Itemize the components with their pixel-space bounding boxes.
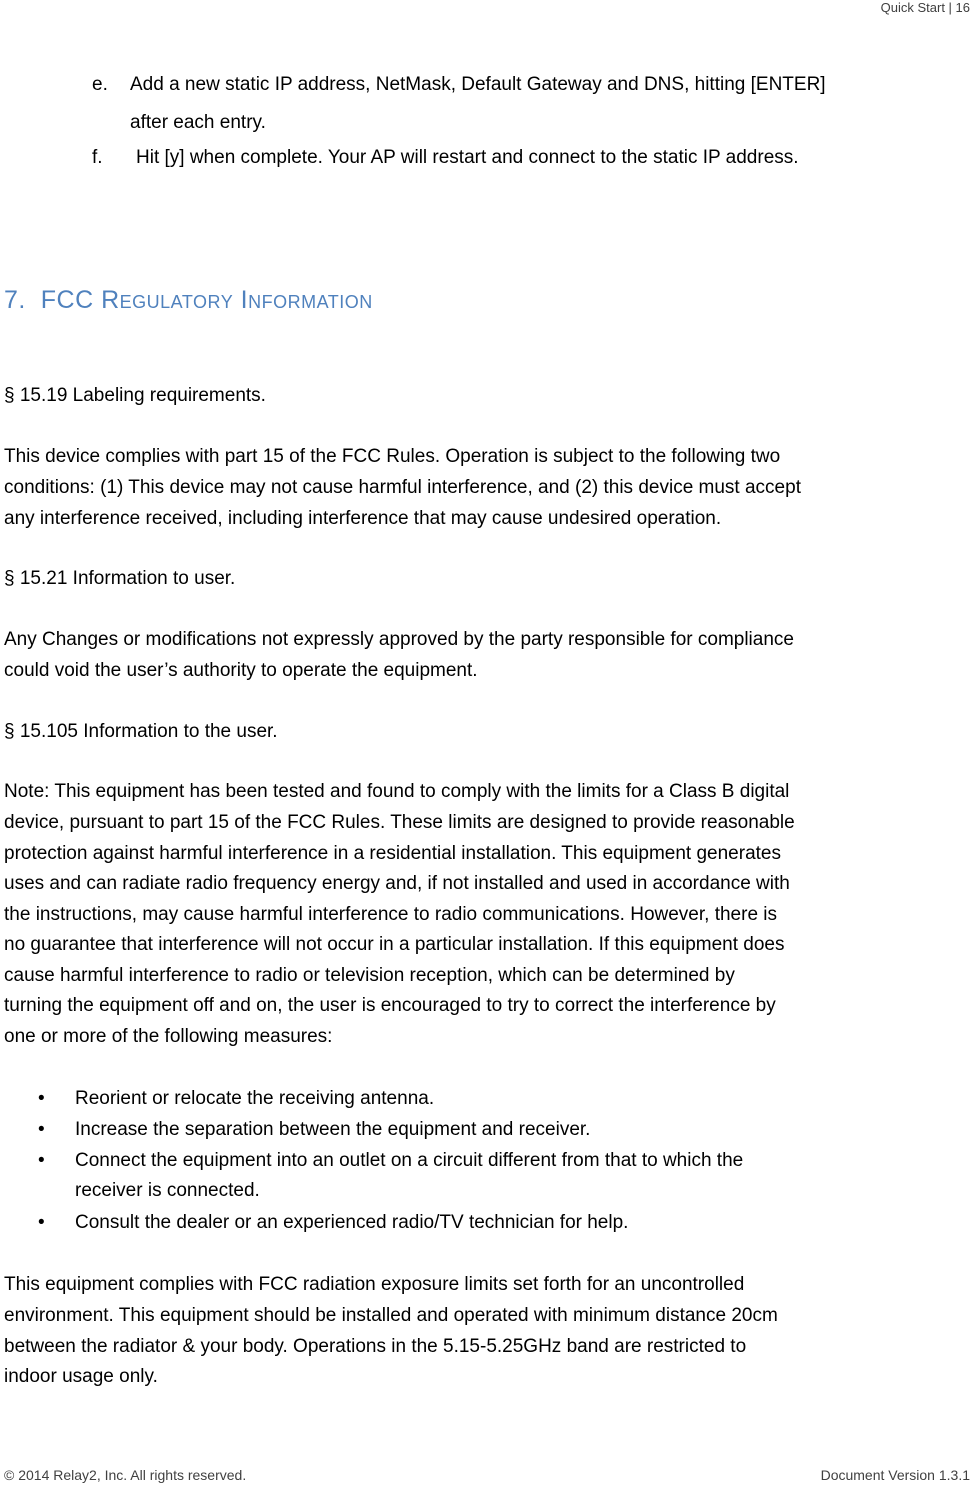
bullet-dot: • <box>38 1088 45 1109</box>
step-f-letter: f. <box>92 147 103 168</box>
p6-line-2: device, pursuant to part 15 of the FCC Rules. These limits are designed to provide reasonable <box>4 812 795 833</box>
bullet-dot: • <box>38 1150 45 1171</box>
bullet-dot: • <box>38 1119 45 1140</box>
section-title-part-4: NFORMATION <box>248 292 373 312</box>
bullet-1-line-1: Reorient or relocate the receiving antenna. <box>75 1088 435 1109</box>
closing-line-2: environment. This equipment should be installed and operated with minimum distance 20cm <box>4 1305 778 1326</box>
p6-line-5: the instructions, may cause harmful interference to radio communications. However, there is <box>4 904 778 925</box>
p2-line-2: conditions: (1) This device may not cause harmful interference, and (2) this device must accept <box>4 477 801 498</box>
p6-line-9: one or more of the following measures: <box>4 1026 333 1047</box>
p6-line-4: uses and can radiate radio frequency energy and, if not installed and used in accordance with <box>4 873 790 894</box>
section-number: 7. <box>4 286 26 314</box>
p2-line-3: any interference received, including interference that may cause undesired operation. <box>4 508 722 529</box>
p4-line-2: could void the user’s authority to operate the equipment. <box>4 660 478 681</box>
bullet-3-line-1: Connect the equipment into an outlet on a circuit different from that to which the <box>75 1150 744 1171</box>
closing-line-3: between the radiator & your body. Operations in the 5.15-5.25GHz band are restricted to <box>4 1336 747 1357</box>
step-f-line-1: Hit [y] when complete. Your AP will restart and connect to the static IP address. <box>136 147 799 168</box>
footer-copyright: © 2014 Relay2, Inc. All rights reserved. <box>4 1467 247 1483</box>
step-e-line-1: Add a new static IP address, NetMask, Default Gateway and DNS, hitting [ENTER] <box>130 74 826 95</box>
p6-line-6: no guarantee that interference will not occur in a particular installation. If this equipment does <box>4 934 785 955</box>
section-heading <box>4 286 373 315</box>
section-title-part-3: I <box>233 286 249 314</box>
closing-line-1: This equipment complies with FCC radiation exposure limits set forth for an uncontrolled <box>4 1274 745 1295</box>
bullet-2-line-1: Increase the separation between the equipment and receiver. <box>75 1119 591 1140</box>
step-e-letter: e. <box>92 74 108 95</box>
bullet-3-line-2: receiver is connected. <box>75 1180 260 1201</box>
page-header: Quick Start | 16 <box>880 0 970 15</box>
p1-line-1: § 15.19 Labeling requirements. <box>4 385 266 406</box>
p6-line-1: Note: This equipment has been tested and found to comply with the limits for a Class B digital <box>4 781 790 802</box>
section-title-part-1: FCC R <box>40 286 120 314</box>
bullet-4-line-1: Consult the dealer or an experienced radio/TV technician for help. <box>75 1212 629 1233</box>
p3-line-1: § 15.21 Information to user. <box>4 568 236 589</box>
bullet-dot: • <box>38 1212 45 1233</box>
step-e-line-2: after each entry. <box>130 112 266 133</box>
p4-line-1: Any Changes or modifications not expressly approved by the party responsible for compliance <box>4 629 794 650</box>
p2-line-1: This device complies with part 15 of the FCC Rules. Operation is subject to the following two <box>4 446 781 467</box>
p6-line-7: cause harmful interference to radio or television reception, which can be determined by <box>4 965 735 986</box>
footer-version: Document Version 1.3.1 <box>820 1467 970 1483</box>
p6-line-3: protection against harmful interference in a residential installation. This equipment generates <box>4 843 781 864</box>
closing-line-4: indoor usage only. <box>4 1366 158 1387</box>
section-title-part-2: EGULATORY <box>119 292 234 312</box>
p5-line-1: § 15.105 Information to the user. <box>4 721 278 742</box>
p6-line-8: turning the equipment off and on, the user is encouraged to try to correct the interference by <box>4 995 776 1016</box>
